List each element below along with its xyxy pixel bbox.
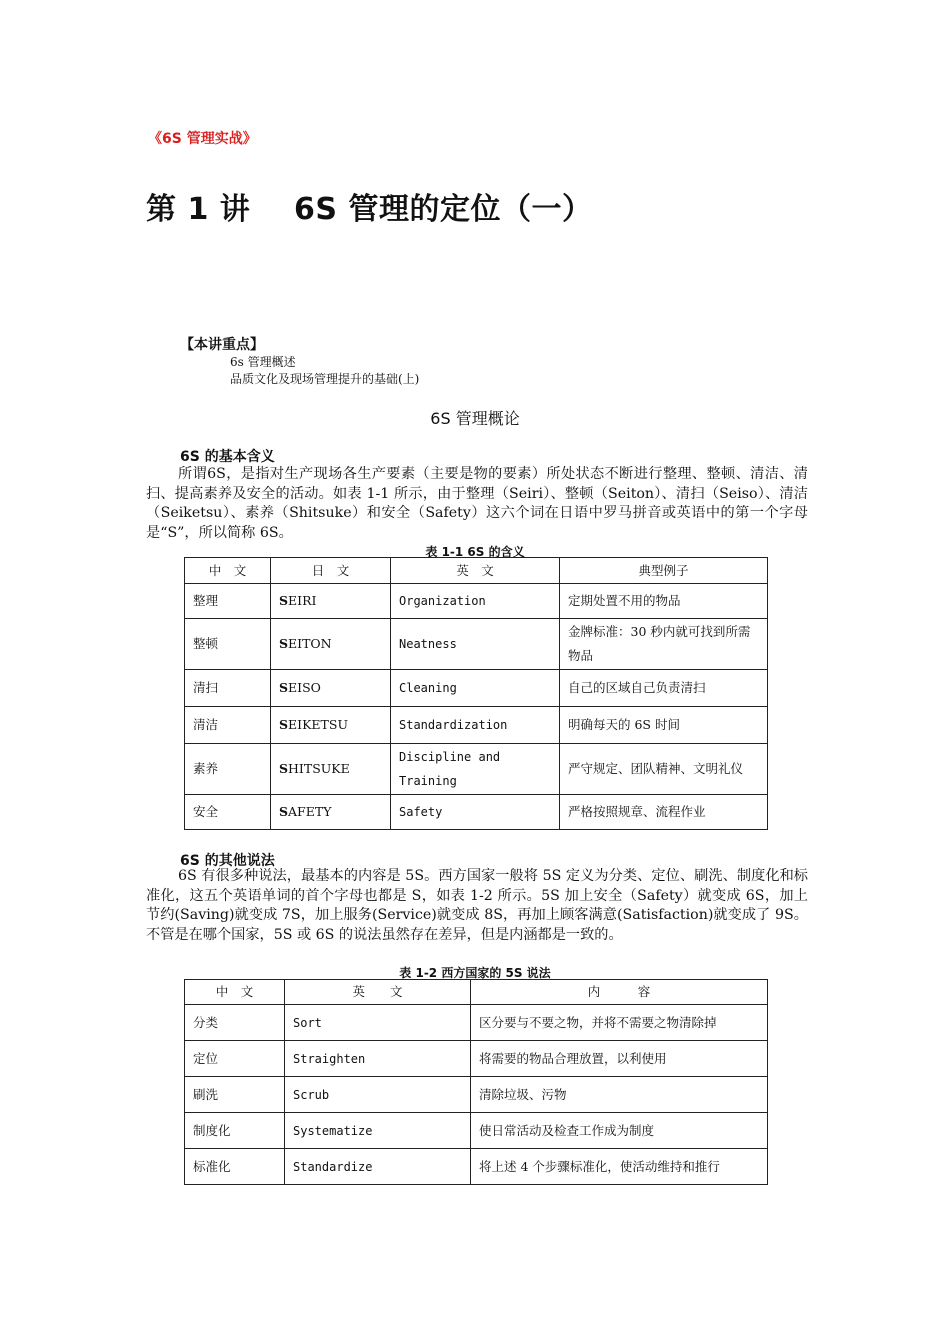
cell-english: Organization [391,584,560,619]
cell-example: 自己的区域自己负责清扫 [560,670,768,707]
table-header-cell: 英 文 [391,558,560,584]
cell-english: Scrub [285,1077,471,1113]
table-row [185,670,768,707]
cell-english: Standardization [391,707,560,744]
table-row [185,1005,768,1041]
table-header-cell: 日 文 [271,558,391,584]
table2-caption: 表 1-2 西方国家的 5S 说法 [399,966,551,980]
japanese-rest: EISO [288,680,321,695]
japanese-initial: S [279,680,289,695]
cell-example: 严格按照规章、流程作业 [560,795,768,830]
key-points-heading: 【本讲重点】 [180,337,264,353]
cell-japanese [271,795,391,830]
cell-japanese [271,619,391,670]
cell-english: Safety [391,795,560,830]
cell-example: 金牌标准：30 秒内就可找到所需物品 [560,619,768,670]
japanese-rest: EIKETSU [288,717,348,732]
table-row [185,1113,768,1149]
cell-chinese: 制度化 [185,1113,285,1149]
cell-chinese: 安全 [185,795,271,830]
cell-chinese: 素养 [185,744,271,795]
basic-meaning-paragraph: 所谓6S，是指对生产现场各生产要素（主要是物的要素）所处状态不断进行整理、整顿、清洁、清扫、提高素养及安全的活动。如表 1-1 所示，由于整理（Seiri）、整顿（Seiton）、清扫（Seiso）、清洁（Seiketsu）、素养（Shitsuke）和安全（Safety）这六个词在日语中罗马拼音或英语中的第一个字母是“S”，所以简称 6S。 [146,466,808,541]
japanese-initial: S [279,717,289,732]
cell-content: 使日常活动及检查工作成为制度 [471,1113,768,1149]
cell-english: Systematize [285,1113,471,1149]
basic-meaning-heading: 6S 的基本含义 [180,449,275,465]
cell-chinese: 清洁 [185,707,271,744]
cell-content: 将需要的物品合理放置，以利使用 [471,1041,768,1077]
table-row [185,744,768,795]
cell-chinese: 刷洗 [185,1077,285,1113]
section-title: 6S 管理概论 [430,409,520,428]
japanese-rest: EITON [288,636,332,651]
cell-english: Discipline and Training [391,744,560,795]
japanese-initial: S [279,593,289,608]
other-sayings-heading: 6S 的其他说法 [180,853,275,869]
table-header-row [185,980,768,1005]
table-row [185,584,768,619]
cell-chinese: 清扫 [185,670,271,707]
cell-chinese: 整理 [185,584,271,619]
cell-chinese: 定位 [185,1041,285,1077]
key-point-item: 6s 管理概述 [230,355,296,369]
table-western-5s [184,979,768,1185]
series-title: 《6S 管理实战》 [148,131,257,147]
cell-japanese [271,744,391,795]
table-row [185,619,768,670]
japanese-initial: S [279,761,289,776]
japanese-rest: EIRI [288,593,317,608]
cell-example: 明确每天的 6S 时间 [560,707,768,744]
table-header-cell: 英 文 [285,980,471,1005]
other-sayings-paragraph: 6S 有很多种说法，最基本的内容是 5S。西方国家一般将 5S 定义为分类、定位、刷洗、制度化和标准化，这五个英语单词的首个字母也都是 S，如表 1-2 所示。5S 加上安全（Safety）就变成 6S，加上节约(Saving)就变成 7S，加上服务(Service)就变成 8S，再加上顾客满意(Satisfaction)就变成了 9S。不管是在哪个国家，5S 或 6S 的说法虽然存在差异，但是内涵都是一致的。 [146,868,808,943]
cell-chinese: 整顿 [185,619,271,670]
japanese-rest: AFETY [288,804,332,819]
table-row [185,707,768,744]
lecture-title: 第 1 讲 6S 管理的定位（一） [146,192,593,227]
cell-english: Standardize [285,1149,471,1185]
cell-content: 区分要与不要之物，并将不需要之物清除掉 [471,1005,768,1041]
table-row [185,1077,768,1113]
table-header-row [185,558,768,584]
table-row [185,795,768,830]
cell-chinese: 分类 [185,1005,285,1041]
cell-english: Straighten [285,1041,471,1077]
cell-japanese [271,707,391,744]
cell-example: 定期处置不用的物品 [560,584,768,619]
cell-japanese [271,584,391,619]
cell-example: 严守规定、团队精神、文明礼仪 [560,744,768,795]
key-point-item: 品质文化及现场管理提升的基础(上) [230,372,420,386]
cell-english: Neatness [391,619,560,670]
table1-caption: 表 1-1 6S 的含义 [425,545,525,559]
table-header-cell: 内 容 [471,980,768,1005]
cell-english: Cleaning [391,670,560,707]
table-header-cell: 中 文 [185,558,271,584]
table-row [185,1149,768,1185]
cell-chinese: 标准化 [185,1149,285,1185]
table-row [185,1041,768,1077]
japanese-initial: S [279,804,289,819]
cell-japanese [271,670,391,707]
table-header-cell: 典型例子 [560,558,768,584]
cell-content: 将上述 4 个步骤标准化，使活动维持和推行 [471,1149,768,1185]
japanese-initial: S [279,636,289,651]
cell-english: Sort [285,1005,471,1041]
table-6s-meaning [184,557,768,830]
cell-content: 清除垃圾、污物 [471,1077,768,1113]
japanese-rest: HITSUKE [288,761,350,776]
table-header-cell: 中 文 [185,980,285,1005]
